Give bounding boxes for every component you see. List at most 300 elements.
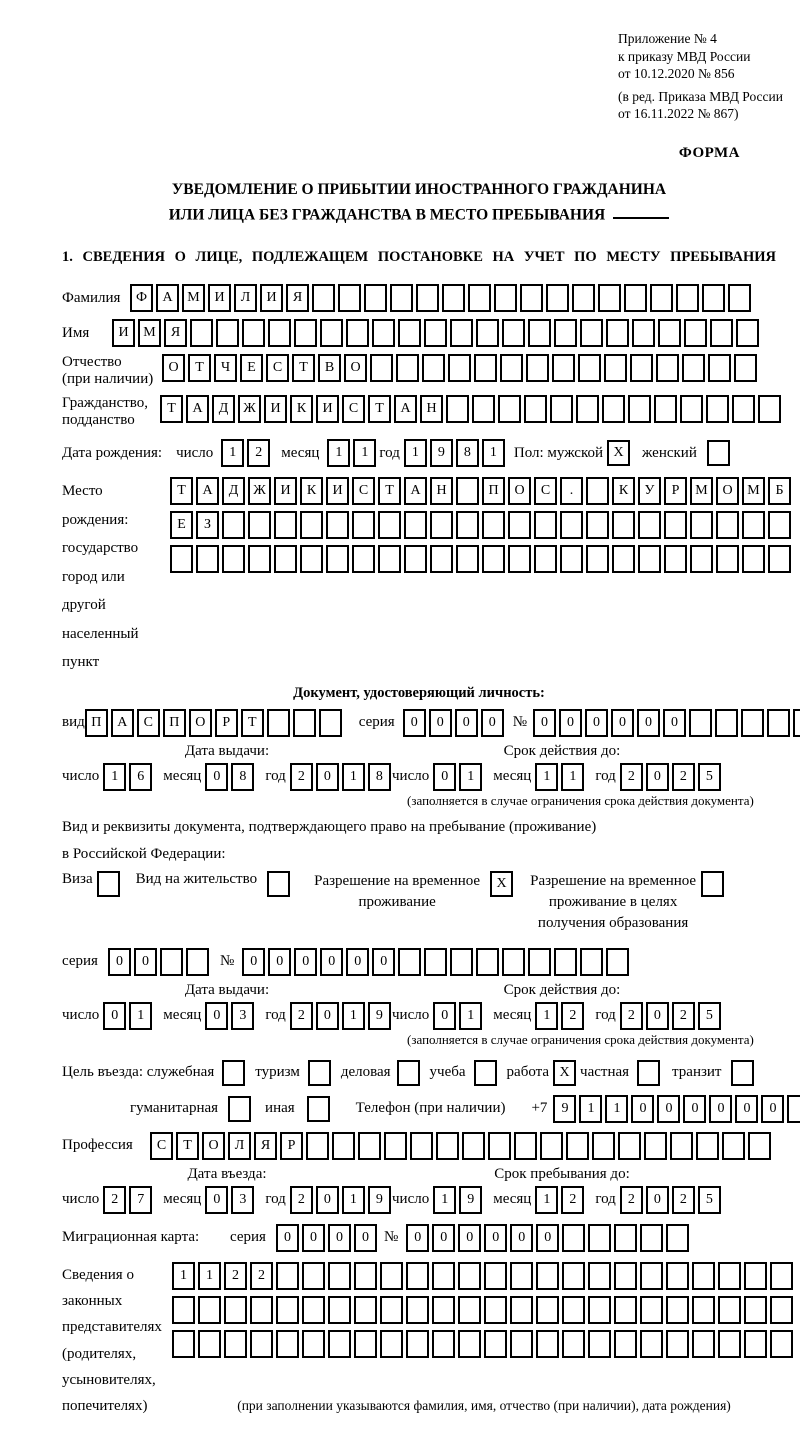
form-cell[interactable] [562, 1224, 585, 1252]
form-cell[interactable]: 0 [429, 709, 452, 737]
form-cell[interactable]: А [186, 395, 209, 423]
form-cell[interactable]: 2 [290, 763, 313, 791]
form-cell[interactable]: Я [164, 319, 187, 347]
form-cell[interactable]: С [150, 1132, 173, 1160]
form-cell[interactable] [546, 284, 569, 312]
form-cell[interactable] [588, 1262, 611, 1290]
form-cell[interactable] [536, 1330, 559, 1358]
form-cell[interactable]: Ж [238, 395, 261, 423]
form-cell[interactable] [494, 284, 517, 312]
form-cell[interactable] [666, 1330, 689, 1358]
form-cell[interactable] [502, 319, 525, 347]
form-cell[interactable] [250, 1296, 273, 1324]
form-cell[interactable]: 0 [403, 709, 426, 737]
form-cell[interactable] [468, 284, 491, 312]
sex-female-checkbox[interactable] [707, 440, 730, 466]
form-cell[interactable]: 0 [320, 948, 343, 976]
form-cell[interactable]: У [638, 477, 661, 505]
form-cell[interactable]: 9 [459, 1186, 482, 1214]
form-cell[interactable] [664, 511, 687, 539]
form-cell[interactable]: 1 [459, 763, 482, 791]
form-cell[interactable]: 0 [372, 948, 395, 976]
form-cell[interactable] [736, 319, 759, 347]
form-cell[interactable] [354, 1330, 377, 1358]
form-cell[interactable]: 0 [709, 1095, 732, 1123]
form-cell[interactable]: О [508, 477, 531, 505]
form-cell[interactable]: 1 [561, 763, 584, 791]
form-cell[interactable]: П [482, 477, 505, 505]
form-cell[interactable]: Д [222, 477, 245, 505]
form-cell[interactable] [352, 545, 375, 573]
form-cell[interactable] [614, 1330, 637, 1358]
form-cell[interactable] [734, 354, 757, 382]
form-cell[interactable] [702, 284, 725, 312]
form-cell[interactable] [364, 284, 387, 312]
form-cell[interactable] [398, 948, 421, 976]
form-cell[interactable] [320, 319, 343, 347]
form-cell[interactable] [378, 545, 401, 573]
form-cell[interactable]: 0 [134, 948, 157, 976]
form-cell[interactable]: 0 [316, 1186, 339, 1214]
form-cell[interactable] [328, 1262, 351, 1290]
form-cell[interactable]: 0 [242, 948, 265, 976]
form-cell[interactable] [302, 1262, 325, 1290]
form-cell[interactable] [718, 1262, 741, 1290]
form-cell[interactable]: С [534, 477, 557, 505]
form-cell[interactable]: 1 [535, 1002, 558, 1030]
form-cell[interactable] [430, 511, 453, 539]
form-cell[interactable]: Я [286, 284, 309, 312]
form-cell[interactable] [742, 545, 765, 573]
form-cell[interactable] [172, 1330, 195, 1358]
form-cell[interactable] [406, 1262, 429, 1290]
residence-permit-checkbox[interactable] [267, 871, 290, 897]
form-cell[interactable] [684, 319, 707, 347]
form-cell[interactable] [534, 511, 557, 539]
form-cell[interactable]: 3 [231, 1002, 254, 1030]
form-cell[interactable]: 0 [536, 1224, 559, 1252]
form-cell[interactable] [770, 1330, 793, 1358]
form-cell[interactable] [346, 319, 369, 347]
form-cell[interactable]: 5 [698, 1186, 721, 1214]
form-cell[interactable] [380, 1296, 403, 1324]
form-cell[interactable] [186, 948, 209, 976]
form-cell[interactable]: 9 [368, 1002, 391, 1030]
form-cell[interactable] [396, 354, 419, 382]
form-cell[interactable] [696, 1132, 719, 1160]
form-cell[interactable]: И [274, 477, 297, 505]
form-cell[interactable]: 0 [346, 948, 369, 976]
form-cell[interactable] [692, 1296, 715, 1324]
form-cell[interactable] [406, 1296, 429, 1324]
form-cell[interactable]: О [189, 709, 212, 737]
form-cell[interactable] [562, 1296, 585, 1324]
form-cell[interactable] [630, 354, 653, 382]
form-cell[interactable] [770, 1296, 793, 1324]
form-cell[interactable]: 0 [559, 709, 582, 737]
form-cell[interactable]: Т [176, 1132, 199, 1160]
form-cell[interactable] [416, 284, 439, 312]
form-cell[interactable] [618, 1132, 641, 1160]
form-cell[interactable]: М [742, 477, 765, 505]
form-cell[interactable] [692, 1262, 715, 1290]
form-cell[interactable] [666, 1262, 689, 1290]
form-cell[interactable]: С [137, 709, 160, 737]
form-cell[interactable] [787, 1095, 800, 1123]
form-cell[interactable] [540, 1132, 563, 1160]
form-cell[interactable]: 2 [103, 1186, 126, 1214]
form-cell[interactable] [718, 1296, 741, 1324]
purpose-gumanitarnaya-checkbox[interactable] [228, 1096, 251, 1122]
form-cell[interactable]: С [342, 395, 365, 423]
form-cell[interactable] [536, 1262, 559, 1290]
form-cell[interactable] [560, 545, 583, 573]
form-cell[interactable] [432, 1330, 455, 1358]
form-cell[interactable] [294, 319, 317, 347]
purpose-inaya-checkbox[interactable] [307, 1096, 330, 1122]
form-cell[interactable]: Л [228, 1132, 251, 1160]
form-cell[interactable]: М [182, 284, 205, 312]
form-cell[interactable] [612, 545, 635, 573]
form-cell[interactable] [692, 1330, 715, 1358]
form-cell[interactable]: 0 [432, 1224, 455, 1252]
form-cell[interactable]: 0 [108, 948, 131, 976]
form-cell[interactable]: 2 [620, 1186, 643, 1214]
form-cell[interactable] [612, 511, 635, 539]
purpose-ucheba-checkbox[interactable] [474, 1060, 497, 1086]
form-cell[interactable] [741, 709, 764, 737]
form-cell[interactable]: 1 [579, 1095, 602, 1123]
form-cell[interactable] [198, 1330, 221, 1358]
form-cell[interactable] [482, 545, 505, 573]
form-cell[interactable]: 0 [276, 1224, 299, 1252]
form-cell[interactable] [398, 319, 421, 347]
temp-residence-edu-checkbox[interactable] [701, 871, 724, 897]
form-cell[interactable]: 2 [672, 1186, 695, 1214]
form-cell[interactable] [319, 709, 342, 737]
form-cell[interactable]: А [196, 477, 219, 505]
form-cell[interactable]: Б [768, 477, 791, 505]
form-cell[interactable] [528, 948, 551, 976]
form-cell[interactable]: 9 [368, 1186, 391, 1214]
form-cell[interactable]: Т [368, 395, 391, 423]
form-cell[interactable] [358, 1132, 381, 1160]
form-cell[interactable]: 9 [430, 439, 453, 467]
form-cell[interactable] [614, 1262, 637, 1290]
form-cell[interactable] [552, 354, 575, 382]
form-cell[interactable]: 1 [353, 439, 376, 467]
temp-residence-checkbox[interactable]: X [490, 871, 513, 897]
form-cell[interactable]: Л [234, 284, 257, 312]
form-cell[interactable] [484, 1262, 507, 1290]
form-cell[interactable] [242, 319, 265, 347]
form-cell[interactable]: О [202, 1132, 225, 1160]
form-cell[interactable] [768, 511, 791, 539]
form-cell[interactable]: И [326, 477, 349, 505]
form-cell[interactable] [768, 545, 791, 573]
form-cell[interactable]: А [156, 284, 179, 312]
form-cell[interactable] [474, 354, 497, 382]
form-cell[interactable] [666, 1224, 689, 1252]
form-cell[interactable]: 8 [231, 763, 254, 791]
form-cell[interactable]: . [560, 477, 583, 505]
form-cell[interactable]: 0 [302, 1224, 325, 1252]
form-cell[interactable] [510, 1330, 533, 1358]
form-cell[interactable] [715, 709, 738, 737]
form-cell[interactable] [406, 1330, 429, 1358]
form-cell[interactable] [689, 709, 712, 737]
form-cell[interactable] [716, 545, 739, 573]
form-cell[interactable] [586, 511, 609, 539]
form-cell[interactable] [196, 545, 219, 573]
form-cell[interactable] [580, 948, 603, 976]
form-cell[interactable]: 0 [458, 1224, 481, 1252]
form-cell[interactable] [514, 1132, 537, 1160]
form-cell[interactable]: И [264, 395, 287, 423]
form-cell[interactable] [300, 545, 323, 573]
form-cell[interactable]: К [290, 395, 313, 423]
form-cell[interactable] [390, 284, 413, 312]
form-cell[interactable] [458, 1296, 481, 1324]
form-cell[interactable]: Т [160, 395, 183, 423]
form-cell[interactable] [588, 1296, 611, 1324]
form-cell[interactable] [654, 395, 677, 423]
form-cell[interactable] [562, 1262, 585, 1290]
form-cell[interactable] [476, 319, 499, 347]
form-cell[interactable] [450, 948, 473, 976]
form-cell[interactable]: 8 [368, 763, 391, 791]
form-cell[interactable] [670, 1132, 693, 1160]
form-cell[interactable] [484, 1330, 507, 1358]
form-cell[interactable] [216, 319, 239, 347]
form-cell[interactable]: И [112, 319, 135, 347]
form-cell[interactable] [742, 511, 765, 539]
form-cell[interactable] [690, 511, 713, 539]
form-cell[interactable] [706, 395, 729, 423]
form-cell[interactable] [424, 319, 447, 347]
form-cell[interactable]: 0 [683, 1095, 706, 1123]
form-cell[interactable]: 2 [620, 1002, 643, 1030]
form-cell[interactable] [436, 1132, 459, 1160]
form-cell[interactable] [293, 709, 316, 737]
form-cell[interactable]: З [196, 511, 219, 539]
form-cell[interactable] [276, 1296, 299, 1324]
form-cell[interactable]: М [138, 319, 161, 347]
form-cell[interactable]: 0 [205, 1186, 228, 1214]
form-cell[interactable] [326, 511, 349, 539]
form-cell[interactable] [326, 545, 349, 573]
form-cell[interactable]: 2 [250, 1262, 273, 1290]
form-cell[interactable] [770, 1262, 793, 1290]
form-cell[interactable] [606, 319, 629, 347]
form-cell[interactable]: К [300, 477, 323, 505]
form-cell[interactable] [224, 1296, 247, 1324]
form-cell[interactable] [744, 1330, 767, 1358]
form-cell[interactable] [708, 354, 731, 382]
form-cell[interactable]: Т [170, 477, 193, 505]
form-cell[interactable] [680, 395, 703, 423]
form-cell[interactable] [614, 1224, 637, 1252]
form-cell[interactable] [710, 319, 733, 347]
form-cell[interactable] [528, 319, 551, 347]
form-cell[interactable]: Р [280, 1132, 303, 1160]
form-cell[interactable]: 2 [290, 1186, 313, 1214]
form-cell[interactable]: 0 [103, 1002, 126, 1030]
form-cell[interactable] [640, 1330, 663, 1358]
form-cell[interactable]: 0 [631, 1095, 654, 1123]
form-cell[interactable]: 1 [482, 439, 505, 467]
form-cell[interactable]: 3 [231, 1186, 254, 1214]
purpose-tranzit-checkbox[interactable] [731, 1060, 754, 1086]
purpose-rabota-checkbox[interactable]: X [553, 1060, 576, 1086]
form-cell[interactable]: 1 [327, 439, 350, 467]
form-cell[interactable]: 0 [205, 763, 228, 791]
form-cell[interactable] [472, 395, 495, 423]
form-cell[interactable]: 0 [646, 763, 669, 791]
form-cell[interactable] [267, 709, 290, 737]
form-cell[interactable]: 0 [316, 1002, 339, 1030]
form-cell[interactable]: 8 [456, 439, 479, 467]
form-cell[interactable] [456, 511, 479, 539]
form-cell[interactable]: 0 [735, 1095, 758, 1123]
form-cell[interactable] [300, 511, 323, 539]
form-cell[interactable] [536, 1296, 559, 1324]
form-cell[interactable]: Я [254, 1132, 277, 1160]
form-cell[interactable]: 0 [657, 1095, 680, 1123]
form-cell[interactable]: 0 [433, 763, 456, 791]
form-cell[interactable] [352, 511, 375, 539]
purpose-turizm-checkbox[interactable] [308, 1060, 331, 1086]
form-cell[interactable]: И [260, 284, 283, 312]
form-cell[interactable]: 1 [342, 1186, 365, 1214]
form-cell[interactable] [222, 511, 245, 539]
form-cell[interactable]: Ч [214, 354, 237, 382]
form-cell[interactable]: 0 [646, 1002, 669, 1030]
form-cell[interactable]: 0 [294, 948, 317, 976]
form-cell[interactable]: С [352, 477, 375, 505]
form-cell[interactable] [508, 511, 531, 539]
form-cell[interactable] [510, 1296, 533, 1324]
form-cell[interactable]: С [266, 354, 289, 382]
form-cell[interactable] [274, 545, 297, 573]
form-cell[interactable] [430, 545, 453, 573]
form-cell[interactable] [592, 1132, 615, 1160]
purpose-delovaya-checkbox[interactable] [397, 1060, 420, 1086]
form-cell[interactable]: 1 [535, 1186, 558, 1214]
form-cell[interactable] [160, 948, 183, 976]
form-cell[interactable] [248, 511, 271, 539]
form-cell[interactable]: 6 [129, 763, 152, 791]
form-cell[interactable] [370, 354, 393, 382]
form-cell[interactable]: 1 [198, 1262, 221, 1290]
form-cell[interactable] [306, 1132, 329, 1160]
form-cell[interactable]: 2 [224, 1262, 247, 1290]
form-cell[interactable] [640, 1296, 663, 1324]
form-cell[interactable]: Р [664, 477, 687, 505]
form-cell[interactable]: 1 [404, 439, 427, 467]
form-cell[interactable]: 0 [663, 709, 686, 737]
form-cell[interactable]: 0 [354, 1224, 377, 1252]
form-cell[interactable] [732, 395, 755, 423]
form-cell[interactable]: 2 [672, 763, 695, 791]
form-cell[interactable]: 9 [553, 1095, 576, 1123]
form-cell[interactable] [476, 948, 499, 976]
form-cell[interactable]: 0 [533, 709, 556, 737]
form-cell[interactable]: 1 [221, 439, 244, 467]
form-cell[interactable]: Ж [248, 477, 271, 505]
form-cell[interactable] [456, 477, 479, 505]
form-cell[interactable] [550, 395, 573, 423]
form-cell[interactable]: 2 [561, 1002, 584, 1030]
form-cell[interactable] [458, 1262, 481, 1290]
purpose-chastnaya-checkbox[interactable] [637, 1060, 660, 1086]
form-cell[interactable]: 0 [406, 1224, 429, 1252]
form-cell[interactable] [718, 1330, 741, 1358]
form-cell[interactable] [268, 319, 291, 347]
form-cell[interactable] [500, 354, 523, 382]
form-cell[interactable] [526, 354, 549, 382]
form-cell[interactable]: 1 [605, 1095, 628, 1123]
form-cell[interactable] [624, 284, 647, 312]
form-cell[interactable] [432, 1262, 455, 1290]
form-cell[interactable] [404, 545, 427, 573]
form-cell[interactable] [384, 1132, 407, 1160]
form-cell[interactable] [372, 319, 395, 347]
form-cell[interactable] [302, 1330, 325, 1358]
form-cell[interactable]: 0 [316, 763, 339, 791]
form-cell[interactable]: 1 [342, 763, 365, 791]
form-cell[interactable] [222, 545, 245, 573]
form-cell[interactable] [354, 1262, 377, 1290]
form-cell[interactable] [598, 284, 621, 312]
form-cell[interactable]: Н [420, 395, 443, 423]
form-cell[interactable] [424, 948, 447, 976]
purpose-sluzhebnaya-checkbox[interactable] [222, 1060, 245, 1086]
form-cell[interactable]: 1 [172, 1262, 195, 1290]
form-cell[interactable] [422, 354, 445, 382]
form-cell[interactable]: 0 [611, 709, 634, 737]
form-cell[interactable]: И [208, 284, 231, 312]
form-cell[interactable] [448, 354, 471, 382]
form-cell[interactable]: Т [188, 354, 211, 382]
form-cell[interactable] [767, 709, 790, 737]
form-cell[interactable] [682, 354, 705, 382]
form-cell[interactable]: 0 [481, 709, 504, 737]
form-cell[interactable]: 2 [672, 1002, 695, 1030]
form-cell[interactable] [488, 1132, 511, 1160]
form-cell[interactable] [302, 1296, 325, 1324]
form-cell[interactable] [744, 1262, 767, 1290]
form-cell[interactable] [580, 319, 603, 347]
form-cell[interactable]: О [344, 354, 367, 382]
form-cell[interactable]: М [690, 477, 713, 505]
form-cell[interactable] [638, 511, 661, 539]
form-cell[interactable] [446, 395, 469, 423]
form-cell[interactable] [510, 1262, 533, 1290]
form-cell[interactable] [744, 1296, 767, 1324]
form-cell[interactable] [456, 545, 479, 573]
form-cell[interactable] [484, 1296, 507, 1324]
form-cell[interactable] [666, 1296, 689, 1324]
form-cell[interactable] [554, 319, 577, 347]
form-cell[interactable] [638, 545, 661, 573]
form-cell[interactable] [640, 1224, 663, 1252]
form-cell[interactable] [190, 319, 213, 347]
form-cell[interactable] [198, 1296, 221, 1324]
form-cell[interactable]: 0 [585, 709, 608, 737]
form-cell[interactable]: Е [240, 354, 263, 382]
form-cell[interactable] [276, 1330, 299, 1358]
